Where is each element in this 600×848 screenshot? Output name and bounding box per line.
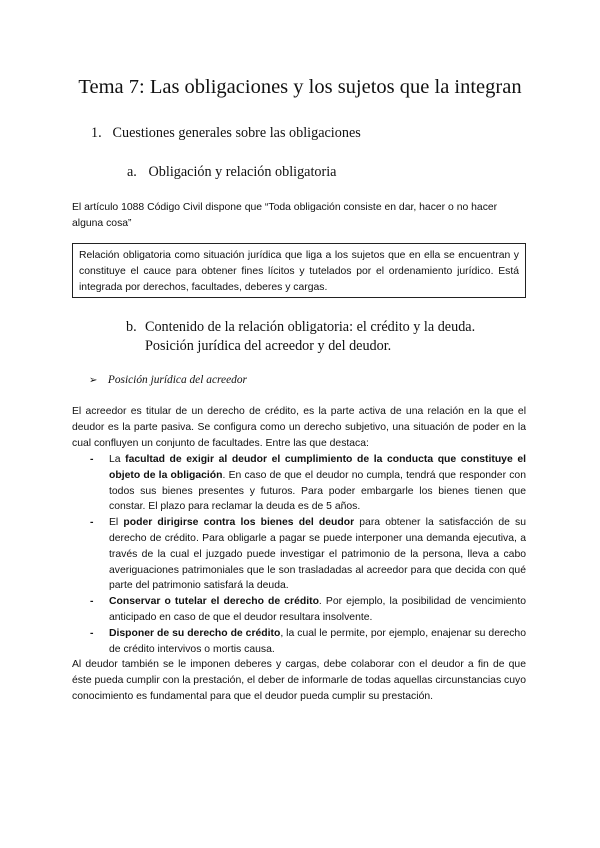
subsection-title: Contenido de la relación obligatoria: el crédito y la deuda. Posición jurídica del acreedor y del deudor. (145, 319, 476, 354)
list-item: - El poder dirigirse contra los bienes del deudor para obtener la satisfacción de su derecho de crédito. Para obligarle a pagar se puede interponer una demanda ejecutiva, a través de la cual el juzgado puede investigar el patrimonio de la persona, lleva a cabo averiguaciones patrimoniales que le son trasladadas al acreedor para que decida con qué parte del patrimonio satisfará la deuda. (90, 517, 527, 592)
subheading-acreedor (89, 374, 247, 386)
section-number: 1. (91, 125, 102, 141)
bold-phrase: Conservar o tutelar el derecho de crédito (109, 596, 319, 608)
bold-phrase: poder dirigirse contra los bienes del deudor (123, 517, 355, 529)
arrow-bullet-icon: ➢ (89, 375, 98, 386)
list-item: - Disponer de su derecho de crédito, la cual le permite, por ejemplo, enajenar su derecho de crédito intervivos o mortis causa. (90, 627, 526, 655)
bold-phrase: facultad de exigir al deudor el cumplimiento de la conducta que constituye el objeto de la obligación (109, 454, 526, 481)
definition-box: Relación obligatoria como situación jurídica que liga a los sujetos que en ella se encuentran y constituye el cauce para obtener fines lícitos y tutelados por el ordenamiento jurídico. Está integrada por derechos, facultades, deberes y cargas. (72, 243, 526, 298)
intro-paragraph: El artículo 1088 Código Civil dispone que “Toda obligación consiste en dar, hacer o no hacer alguna cosa” (72, 202, 498, 229)
dash-bullet: - (90, 627, 94, 639)
subsection-letter: a. (127, 164, 137, 180)
section-title: Cuestiones generales sobre las obligaciones (112, 125, 361, 141)
paragraph-deudor: Al deudor también se le imponen deberes y cargas, debe colaborar con el deudor a fin de que éste pueda cumplir con la prestación, el deber de informarle de todas aquellas circunstancias cuyo conocimiento es fundamental para que el deudor pueda cumplir su prestación. (72, 659, 526, 702)
subsection-heading-a (127, 164, 336, 181)
section-heading-1 (91, 125, 361, 142)
dash-bullet: - (90, 517, 94, 529)
paragraph-acreedor: El acreedor es titular de un derecho de crédito, es la parte activa de una relación en la que el deudor es la parte pasiva. Se configura como un derecho subjetivo, una situación de poder en la cual confluyen un conjunto de facultades. Entre las que destaca: (72, 406, 526, 449)
subsection-title: Obligación y relación obligatoria (148, 164, 337, 180)
bold-phrase: Disponer de su derecho de crédito (109, 627, 281, 639)
subsection-letter: b. (126, 319, 137, 335)
page-title: Tema 7: Las obligaciones y los sujetos que la integran (78, 76, 522, 98)
dash-bullet: - (90, 596, 94, 608)
subheading-text: Posición jurídica del acreedor (107, 374, 247, 386)
list-item: - Conservar o tutelar el derecho de crédito. Por ejemplo, la posibilidad de vencimiento anticipado en caso de que el deudor resultara insolvente. (90, 596, 526, 623)
subsection-heading-b (126, 318, 526, 356)
facultades-list (90, 452, 526, 657)
list-item: - La facultad de exigir al deudor el cumplimiento de la conducta que constituye el objeto de la obligación. En caso de que el deudor no cumpla, tendrá que responder con todos sus bienes presentes y futuros. Para poder embargarle los bienes tienen que constar. El plazo para reclamar la deuda es de 5 años. (90, 454, 526, 513)
dash-bullet: - (90, 454, 94, 465)
